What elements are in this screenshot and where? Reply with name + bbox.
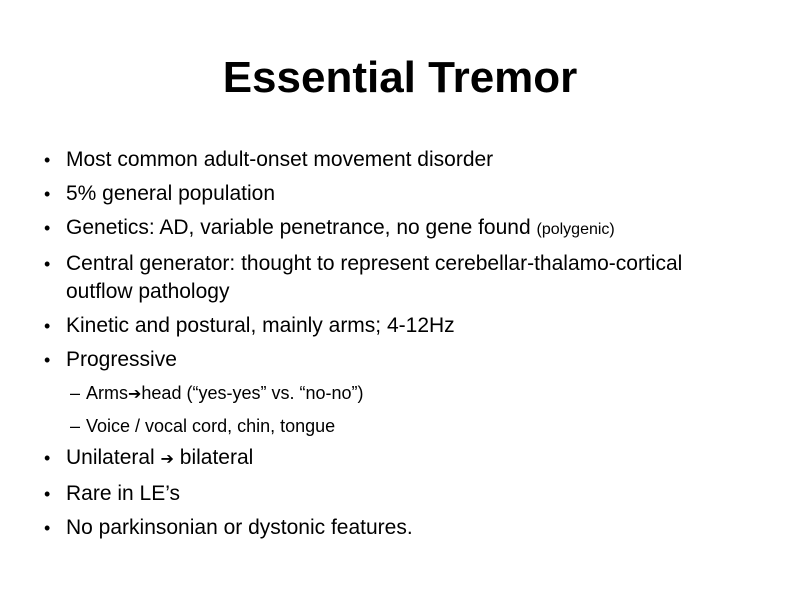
bullet-dot-icon: • (44, 316, 51, 336)
bullet-text-pre: Unilateral (66, 446, 161, 469)
sub-bullet-text-post: head (“yes-yes” vs. “no-no”) (141, 383, 364, 403)
bullet-item (44, 250, 744, 306)
bullet-item (44, 444, 744, 474)
bullet-dot-icon: • (44, 484, 51, 504)
bullet-text: Genetics: AD, variable penetrance, no gene found (66, 216, 537, 239)
sub-bullet-text: Voice / vocal cord, chin, tongue (86, 416, 336, 436)
bullet-text: Kinetic and postural, mainly arms; 4-12Hz (66, 314, 455, 337)
bullet-dot-icon: • (44, 350, 51, 370)
bullet-item (44, 146, 744, 174)
bullet-dot-icon: • (44, 150, 51, 170)
bullet-text: 5% general population (66, 182, 275, 205)
right-arrow-icon: ➔ (128, 386, 142, 403)
bullet-dot-icon: • (44, 218, 51, 238)
sub-bullet-dash-icon: – (70, 383, 81, 403)
bullet-item (44, 480, 744, 508)
bullet-text: Central generator: thought to represent cerebellar-thalamo-cortical outflow pathology (66, 252, 683, 303)
bullet-item (44, 514, 744, 542)
bullet-dot-icon: • (44, 448, 51, 468)
right-arrow-icon: ➔ (160, 451, 174, 468)
bullet-list (44, 146, 744, 548)
slide-title: Essential Tremor (222, 53, 578, 102)
bullet-dot-icon: • (44, 184, 51, 204)
sub-bullet-text-pre: Arms (86, 383, 128, 403)
bullet-text: No parkinsonian or dystonic features. (66, 516, 413, 539)
sub-bullet-dash-icon: – (70, 416, 81, 436)
bullet-item (44, 346, 744, 374)
bullet-text: Most common adult-onset movement disorder (66, 148, 494, 171)
bullet-note: (polygenic) (536, 221, 615, 238)
bullet-text: Progressive (66, 348, 177, 371)
bullet-text: Rare in LE’s (66, 482, 181, 505)
bullet-text-post: bilateral (173, 446, 254, 469)
bullet-item (44, 180, 744, 208)
sub-bullet-item (44, 413, 744, 439)
bullet-item (44, 312, 744, 340)
bullet-dot-icon: • (44, 254, 51, 274)
bullet-dot-icon: • (44, 518, 51, 538)
bullet-item (44, 214, 744, 244)
sub-bullet-item (44, 380, 744, 408)
